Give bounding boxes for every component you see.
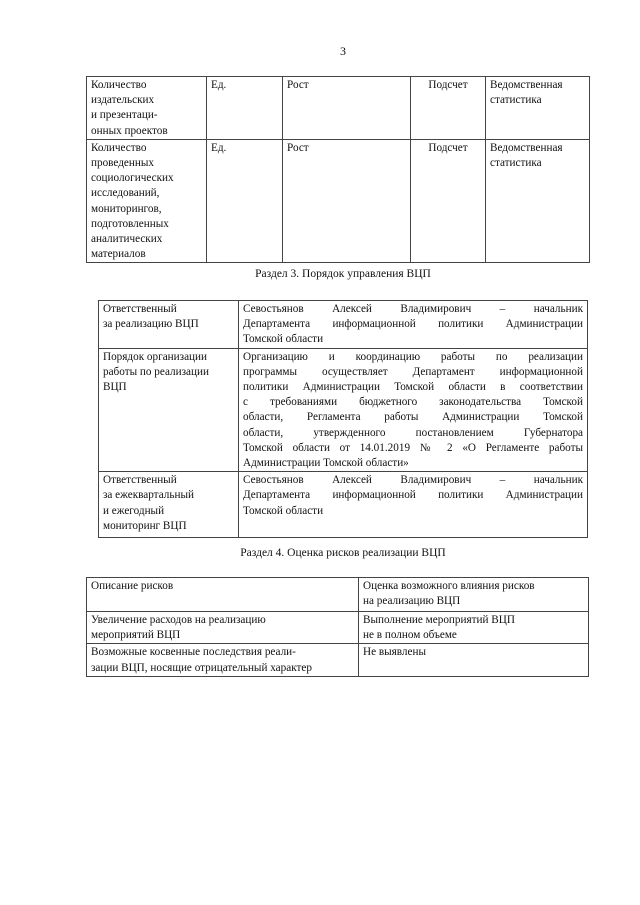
cell-text-line: материалов [91,248,146,261]
cell-text-line: Ответственный [103,474,177,487]
table-cell [239,472,588,538]
section-3-title: Раздел 3. Порядок управления ВЦП [255,268,431,280]
table-row [87,139,590,263]
cell-text-line: Томской области [243,504,324,517]
cell-text-line: исследований, [91,187,160,200]
cell-text-line: Томской области [243,333,324,346]
cell-text-line: и ежегодный [103,504,165,517]
table-cell [87,77,207,140]
table-cell [239,348,588,472]
cell-text-line: Рост [287,79,309,91]
table-row [87,644,589,676]
table-cell [87,644,359,676]
cell-text-line: издательских [91,94,155,107]
table-cell [411,77,486,140]
cell-text-line: за ежеквартальный [103,489,194,502]
cell-text-line: мониторинг ВЦП [103,519,187,532]
table-row [99,472,588,538]
indicators-table [86,76,590,263]
cell-text-line: Департамента информационной политики Администрации [243,489,583,502]
table-row [99,301,588,349]
table-row [87,612,589,644]
cell-text-line: мониторингов, [91,202,162,215]
table-row [99,348,588,472]
cell-text-line: онных проектов [91,124,168,137]
table-cell [99,348,239,472]
cell-text-line: с требованиями бюджетного законодательства Томской [243,396,583,409]
table-cell [359,612,589,644]
cell-text-line: социологических [91,172,174,185]
cell-text-line: Ед. [211,141,227,154]
cell-text-line: Томской области от 14.01.2019 № 2 «О Регламенте работы [243,441,583,454]
cell-text-line: Количество [91,141,147,154]
cell-text-line: Порядок организации [103,350,207,363]
table-cell [99,472,239,538]
cell-text-line: Описание рисков [91,580,174,592]
cell-text-line: Увеличение расходов на реализацию [91,614,266,626]
cell-text-line: Количество [91,79,147,91]
cell-text-line: Департамента информационной политики Администрации [243,318,583,331]
cell-text-line: за реализацию ВЦП [103,318,199,331]
cell-text-line: Севостьянов Алексей Владимирович – начальник [243,303,583,315]
table-cell [283,77,411,140]
cell-text-line: программы осуществляет Департамент информационной [243,365,583,378]
cell-text-line: Не выявлены [363,646,426,659]
table-cell [359,578,589,612]
table-cell [99,301,239,349]
cell-text-line: зации ВЦП, носящие отрицательный характер [91,661,312,674]
cell-text-line: проведенных [91,157,154,170]
cell-text-line: Ответственный [103,303,177,315]
table-row [87,578,589,612]
cell-text-line: на реализацию ВЦП [363,595,461,608]
table-cell [486,77,590,140]
table-cell [87,612,359,644]
cell-text-line: Возможные косвенные последствия реали- [91,646,296,659]
cell-text-line: Организацию и координацию работы по реализации [243,350,583,363]
table-cell [87,578,359,612]
cell-text-line: Ведомственная [490,141,563,154]
cell-text-line: Выполнение мероприятий ВЦП [363,614,515,626]
page-number: 3 [340,44,346,58]
cell-text-line: работы по реализации [103,365,209,378]
table-cell [207,139,283,263]
cell-text-line: мероприятий ВЦП [91,629,181,642]
table-cell [411,139,486,263]
cell-text-line: Оценка возможного влияния рисков [363,580,535,592]
cell-text-line: статистика [490,157,542,170]
cell-text-line: политики Администрации Томской области в соответствии [243,381,583,394]
cell-text-line: Подсчет [428,141,468,154]
risks-table [86,577,589,677]
cell-text-line: статистика [490,94,542,107]
table-cell [87,139,207,263]
cell-text-line: подготовленных [91,217,169,230]
cell-text-line: области, утвержденного постановлением Губернатора [243,426,583,439]
cell-text-line: области, Регламента работы Администрации Томской [243,411,583,424]
table-cell [239,301,588,349]
table-cell [283,139,411,263]
section-4-title: Раздел 4. Оценка рисков реализации ВЦП [240,547,446,559]
cell-text-line: Подсчет [428,79,468,91]
table-cell [486,139,590,263]
cell-text-line: Администрации Томской области» [243,457,409,470]
cell-text-line: аналитических [91,233,163,246]
cell-text-line: Ведомственная [490,79,563,91]
management-table [98,300,588,538]
cell-text-line: Севостьянов Алексей Владимирович – начальник [243,474,583,487]
table-cell [207,77,283,140]
table-cell [359,644,589,676]
cell-text-line: ВЦП [103,381,127,394]
cell-text-line: и презентаци- [91,109,158,122]
cell-text-line: Ед. [211,79,227,91]
cell-text-line: не в полном объеме [363,629,457,642]
table-row [87,77,590,140]
cell-text-line: Рост [287,141,309,154]
